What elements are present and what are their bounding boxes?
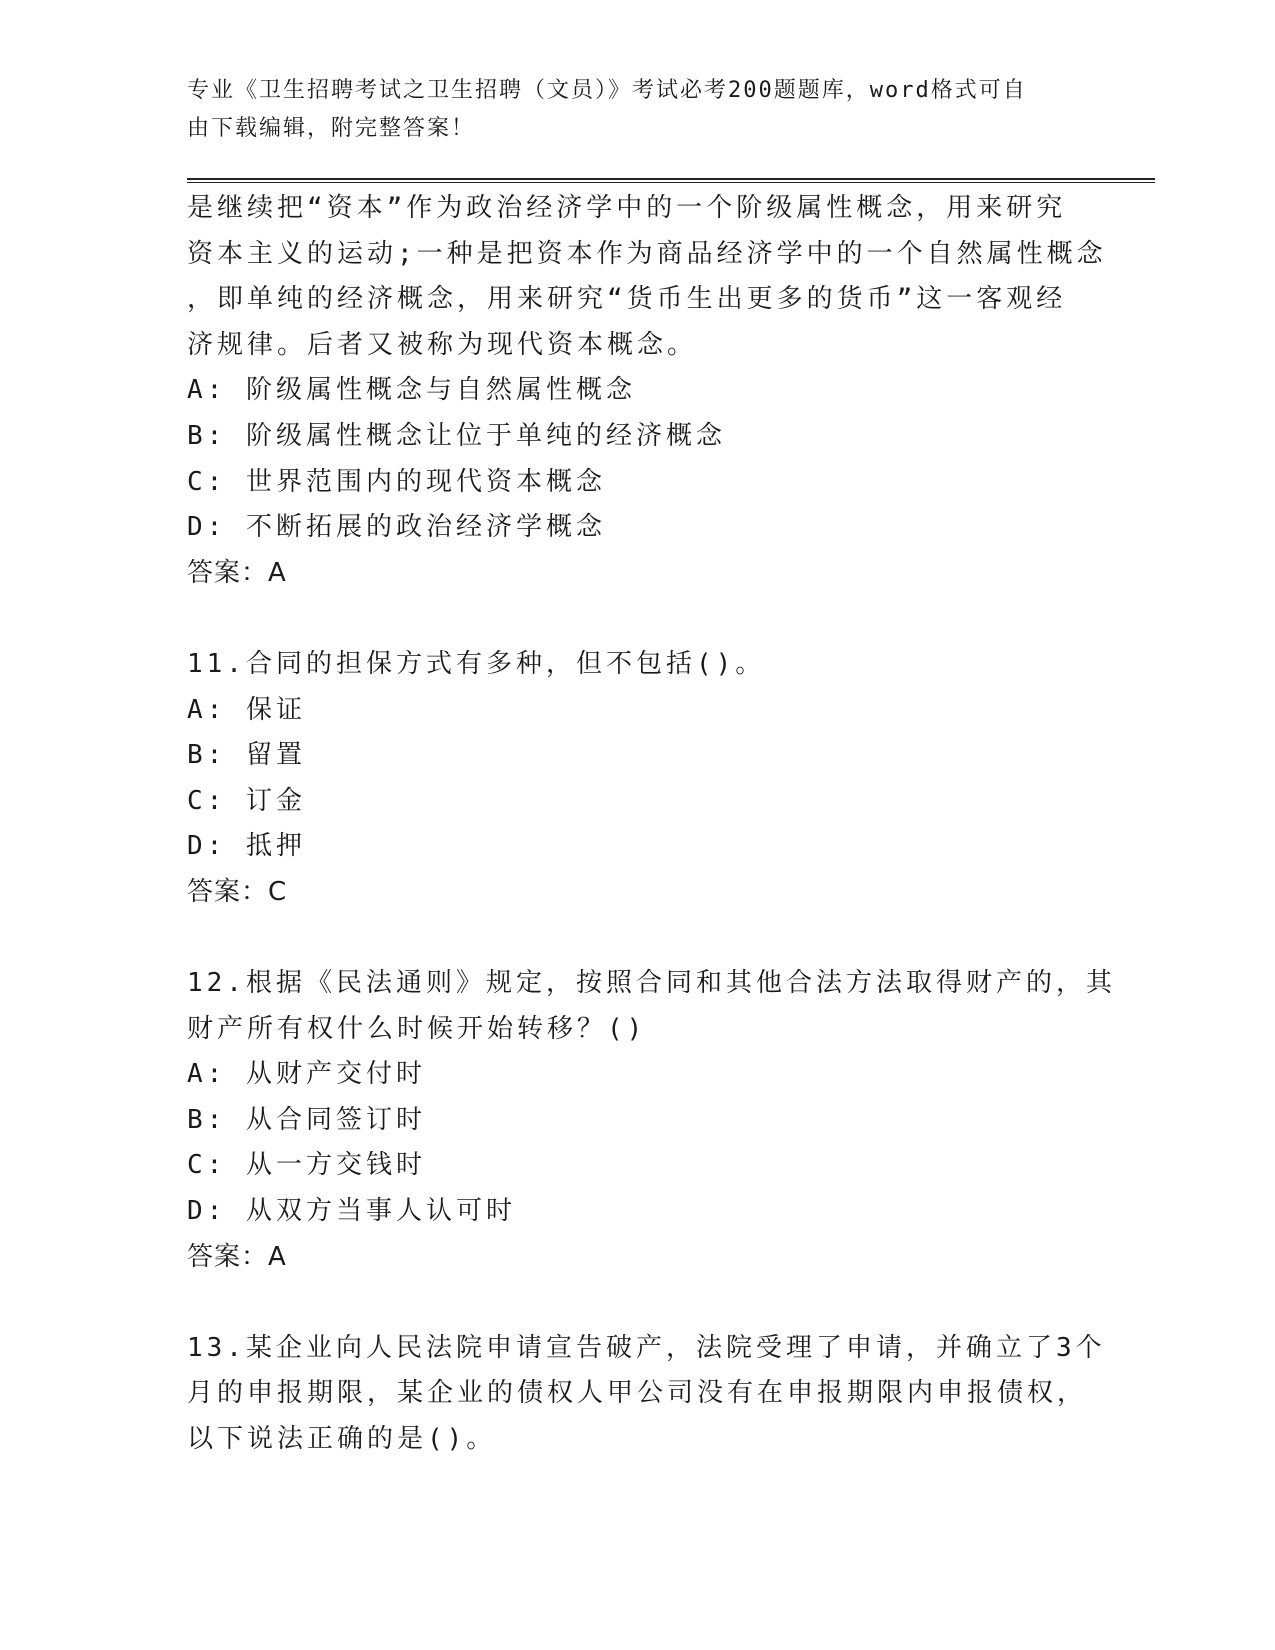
question-stem-line: 资本主义的运动;一种是把资本作为商品经济学中的一个自然属性概念 bbox=[187, 238, 1107, 269]
option-b: B: 从合同签订时 bbox=[187, 1104, 426, 1135]
option-c: C: 从一方交钱时 bbox=[187, 1150, 426, 1181]
question-stem-line: 13.某企业向人民法院申请宣告破产，法院受理了申请，并确立了3个 bbox=[187, 1332, 1106, 1363]
question-stem-line: 12.根据《民法通则》规定，按照合同和其他合法方法取得财产的，其 bbox=[187, 968, 1116, 999]
document-header bbox=[187, 72, 1067, 148]
answer: 答案：C bbox=[187, 876, 288, 907]
option-a: A: 保证 bbox=[187, 694, 306, 725]
header-divider bbox=[187, 178, 1155, 183]
question-stem-line: 以下说法正确的是()。 bbox=[187, 1424, 497, 1455]
question-12 bbox=[187, 961, 1116, 1280]
question-stem-line: ，即单纯的经济概念，用来研究“货币生出更多的货币”这一客观经 bbox=[187, 284, 1067, 315]
question-13 bbox=[187, 1326, 1106, 1463]
header-line-1: 专业《卫生招聘考试之卫生招聘（文员）》考试必考200题题库，word格式可自 bbox=[187, 78, 1027, 103]
question-list bbox=[187, 186, 1116, 1463]
option-c: C: 世界范围内的现代资本概念 bbox=[187, 466, 606, 497]
option-d: D: 抵押 bbox=[187, 831, 306, 862]
question-spacer bbox=[187, 1280, 1087, 1326]
header-line-2: 由下载编辑，附完整答案！ bbox=[187, 116, 476, 141]
question-stem-line: 财产所有权什么时候开始转移？() bbox=[187, 1013, 647, 1044]
question-11 bbox=[187, 642, 1087, 916]
question-spacer bbox=[187, 916, 1087, 962]
option-d: D: 不断拓展的政治经济学概念 bbox=[187, 512, 606, 543]
question-stem-line: 济规律。后者又被称为现代资本概念。 bbox=[187, 329, 698, 360]
option-a: A: 阶级属性概念与自然属性概念 bbox=[187, 375, 636, 406]
answer: 答案：A bbox=[187, 1241, 287, 1272]
option-c: C: 订金 bbox=[187, 785, 306, 816]
option-b: B: 留置 bbox=[187, 740, 306, 771]
option-a: A: 从财产交付时 bbox=[187, 1059, 426, 1090]
question-10 bbox=[187, 186, 1107, 596]
option-d: D: 从双方当事人认可时 bbox=[187, 1196, 516, 1227]
question-stem-line: 是继续把“资本”作为政治经济学中的一个阶级属性概念，用来研究 bbox=[187, 193, 1067, 223]
question-stem-line: 11.合同的担保方式有多种，但不包括()。 bbox=[187, 648, 766, 679]
question-spacer bbox=[187, 596, 1087, 642]
question-stem-line: 月的申报期限，某企业的债权人甲公司没有在申报期限内申报债权， bbox=[187, 1378, 1088, 1409]
option-b: B: 阶级属性概念让位于单纯的经济概念 bbox=[187, 420, 726, 451]
answer: 答案：A bbox=[187, 557, 287, 588]
